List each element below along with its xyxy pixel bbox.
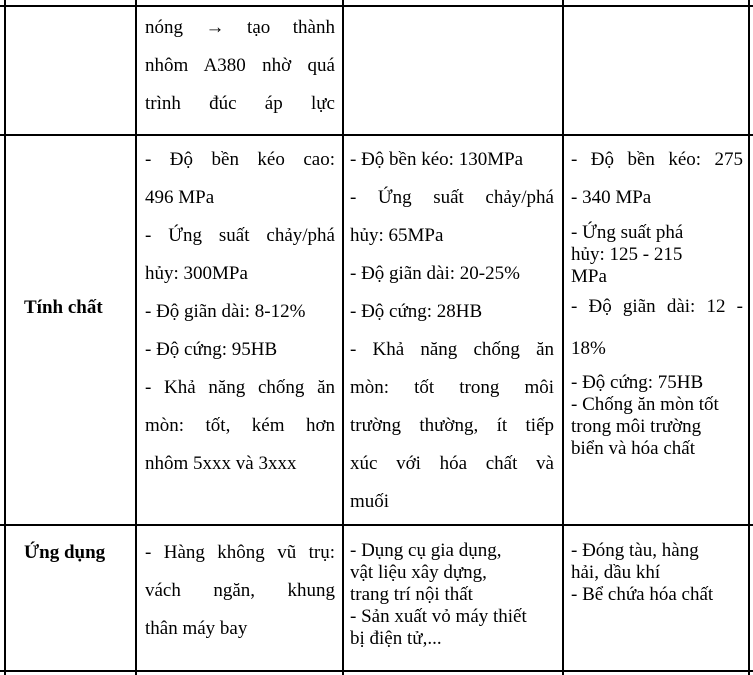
cell-text-line: biển và hóa chất [571, 438, 695, 459]
cell-text-line: vật liệu xây dựng, [350, 562, 487, 583]
cell-text-line: - Độ cứng: 95HB [145, 339, 278, 360]
row-divider [0, 5, 753, 7]
cell-text-line: thân máy bay [145, 618, 248, 639]
top-row-col1-cell [145, 9, 335, 123]
cell-text-line: - Bể chứa hóa chất [571, 584, 714, 605]
cell-text-line: - Khả năng chống ăn [145, 377, 335, 398]
cell-text-line: bị điện tử,... [350, 628, 442, 649]
row-divider [0, 524, 753, 526]
cell-text-line: - Ứng suất chảy/phá [350, 187, 554, 208]
cell-text-line: 496 MPa [145, 187, 215, 208]
row-divider [0, 670, 753, 672]
cell-text-line: - Khả năng chống ăn [350, 339, 554, 360]
application-col3-cell [571, 540, 743, 606]
properties-row-header: Tính chất [24, 297, 103, 318]
cell-text-line: trang trí nội thất [350, 584, 473, 605]
cell-text-line: - 340 MPa [571, 187, 652, 208]
cell-text-line: - Hàng không vũ trụ: [145, 542, 335, 563]
cell-text-line: - Độ bền kéo cao: [145, 149, 335, 170]
application-row-header: Ứng dụng [24, 542, 106, 563]
cell-text-line: mòn: tốt trong môi [350, 377, 554, 398]
application-col1-cell [145, 534, 335, 648]
cell-text-line: - Ứng suất chảy/phá [145, 225, 335, 246]
cell-text-line: - Độ cứng: 28HB [350, 301, 483, 322]
column-divider [748, 0, 750, 675]
column-divider [4, 0, 6, 675]
cell-text-line: MPa [571, 266, 607, 287]
row-divider [0, 134, 753, 136]
column-divider [562, 0, 564, 675]
cell-text-line: - Độ giãn dài: 8-12% [145, 301, 306, 322]
cell-text-line: hải, dầu khí [571, 562, 661, 583]
cell-text-line: - Độ giãn dài: 12 - [571, 296, 743, 317]
column-divider [135, 0, 137, 675]
cell-text-line: hủy: 65MPa [350, 225, 444, 246]
cell-text-line: - Đóng tàu, hàng [571, 540, 699, 561]
cell-text-line: - Độ cứng: 75HB [571, 372, 704, 393]
cell-text-line: nóng → tạo thành [145, 17, 335, 38]
properties-col2-cell [350, 141, 554, 521]
column-divider [342, 0, 344, 675]
cell-text-line: xúc với hóa chất và [350, 453, 554, 474]
cell-text-line: hủy: 300MPa [145, 263, 248, 284]
cell-text-line: hủy: 125 - 215 [571, 244, 683, 265]
properties-col1-cell [145, 141, 335, 483]
application-col2-cell [350, 540, 558, 650]
cell-text-line: - Ứng suất phá [571, 222, 684, 243]
cell-text-line: mòn: tốt, kém hơn [145, 415, 335, 436]
cell-text-line: - Chống ăn mòn tốt [571, 394, 719, 415]
cell-text-line: trường thường, ít tiếp [350, 415, 554, 436]
cell-text-line: - Độ giãn dài: 20-25% [350, 263, 520, 284]
cell-text-line: - Sản xuất vỏ máy thiết [350, 606, 527, 627]
cell-text-line: muối [350, 491, 390, 512]
cell-text-line: - Dụng cụ gia dụng, [350, 540, 502, 561]
cell-text-line: trong môi trường [571, 416, 702, 437]
cell-text-line: 18% [571, 338, 606, 359]
cell-text-line: nhôm A380 nhờ quá [145, 55, 335, 76]
cell-text-line: - Độ bền kéo: 130MPa [350, 149, 524, 170]
cell-text-line: nhôm 5xxx và 3xxx [145, 453, 297, 474]
cell-text-line: trình đúc áp lực [145, 93, 335, 114]
cell-text-line: vách ngăn, khung [145, 580, 335, 601]
cell-text-line: - Độ bền kéo: 275 [571, 149, 743, 170]
